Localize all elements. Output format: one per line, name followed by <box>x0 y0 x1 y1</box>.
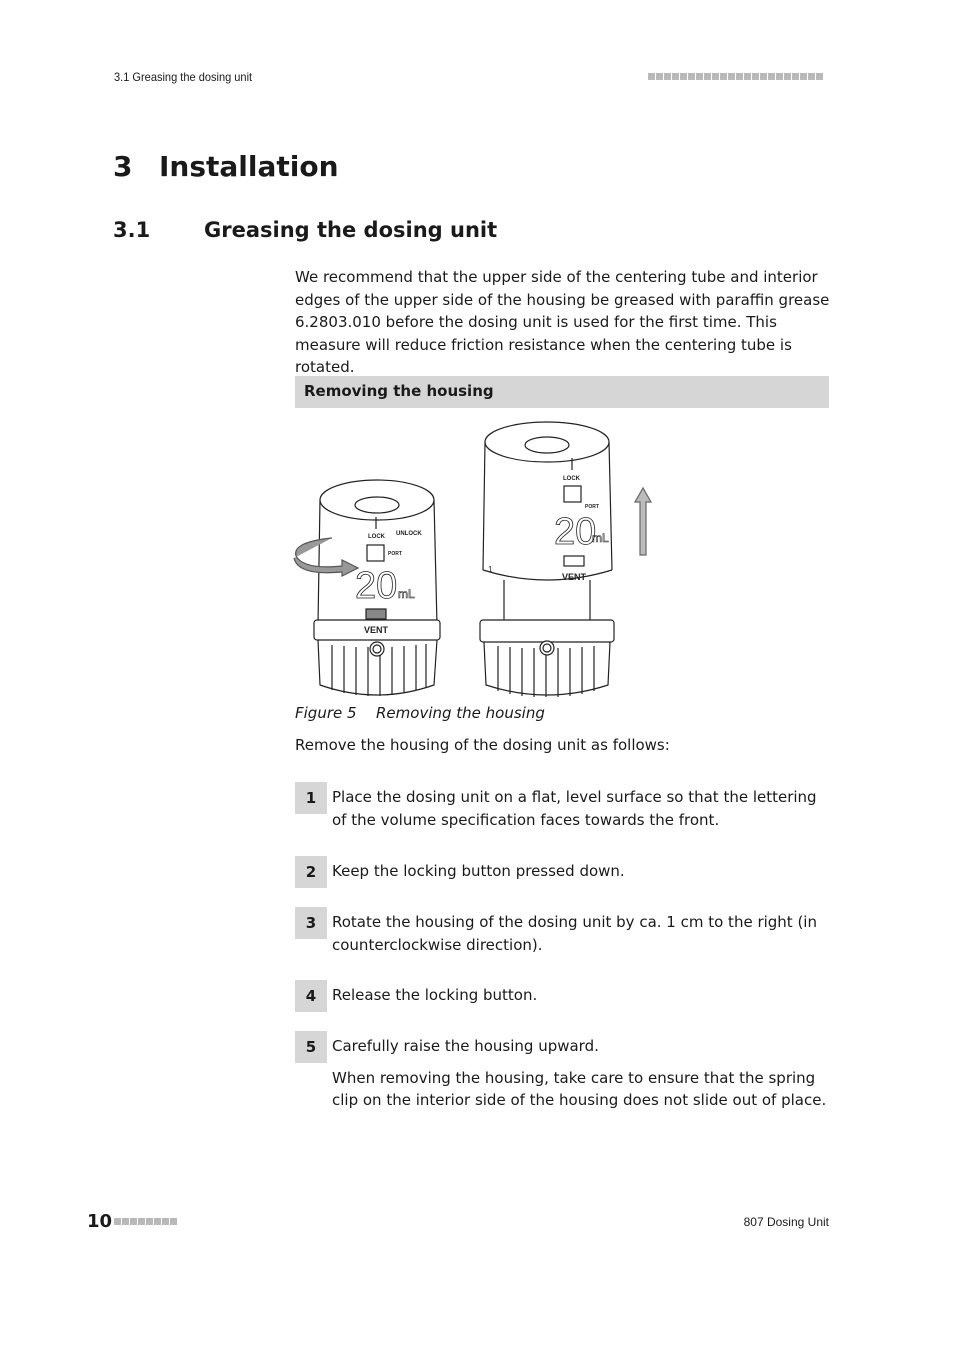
svg-text:VENT: VENT <box>562 572 587 582</box>
figure-caption <box>295 704 545 722</box>
step-content <box>332 1031 832 1112</box>
step-number-badge: 5 <box>295 1031 327 1063</box>
subheading-text: Removing the housing <box>304 382 494 400</box>
step-text: Place the dosing unit on a flat, level surface so that the lettering of the volume specification faces towards the front. <box>332 788 817 829</box>
decor-square <box>648 73 655 80</box>
svg-text:1: 1 <box>488 565 493 574</box>
decor-square <box>154 1218 161 1225</box>
step-number-badge: 4 <box>295 980 327 1012</box>
decor-square <box>704 73 711 80</box>
footer-decor-squares <box>114 1218 177 1225</box>
procedure-step <box>295 1031 835 1112</box>
svg-text:20: 20 <box>355 565 398 607</box>
decor-square <box>736 73 743 80</box>
svg-text:LOCK: LOCK <box>563 476 580 482</box>
figure-number: Figure 5 <box>295 704 357 722</box>
subheading-bar <box>295 376 829 408</box>
step-number-badge: 1 <box>295 782 327 814</box>
svg-text:PORT: PORT <box>388 551 402 557</box>
step-text: Carefully raise the housing upward. <box>332 1037 599 1055</box>
decor-square <box>752 73 759 80</box>
figure-removing-housing <box>292 420 672 705</box>
svg-text:UNLOCK: UNLOCK <box>396 531 422 537</box>
running-header-title: 3.1 Greasing the dosing unit <box>114 70 253 84</box>
decor-square <box>792 73 799 80</box>
decor-square <box>170 1218 177 1225</box>
svg-text:VENT: VENT <box>364 625 389 635</box>
chapter-title-text: Installation <box>159 150 339 183</box>
chapter-title <box>113 150 339 183</box>
svg-text:LOCK: LOCK <box>368 534 385 540</box>
procedure-lead: Remove the housing of the dosing unit as follows: <box>295 736 670 754</box>
step-text: Keep the locking button pressed down. <box>332 862 625 880</box>
svg-text:PORT: PORT <box>585 504 599 510</box>
section-number: 3.1 <box>113 218 151 242</box>
chapter-number: 3 <box>113 150 133 183</box>
decor-square <box>784 73 791 80</box>
decor-square <box>720 73 727 80</box>
decor-square <box>656 73 663 80</box>
decor-square <box>114 1218 121 1225</box>
header-decor-squares <box>648 73 823 80</box>
intro-paragraph: We recommend that the upper side of the centering tube and interior edges of the upper side of the housing be greased with paraffin grease 6.2803.010 before the dosing unit is used for the first time. This measure will reduce friction resistance when the centering tube is rotated. <box>295 268 830 376</box>
step-text: Release the locking button. <box>332 986 538 1004</box>
decor-square <box>162 1218 169 1225</box>
section-title <box>113 218 497 242</box>
decor-square <box>664 73 671 80</box>
procedure-step <box>295 782 835 831</box>
decor-square <box>728 73 735 80</box>
svg-text:20: 20 <box>554 511 597 553</box>
decor-square <box>712 73 719 80</box>
page-number: 10 <box>87 1211 113 1232</box>
decor-square <box>122 1218 129 1225</box>
decor-square <box>688 73 695 80</box>
decor-square <box>776 73 783 80</box>
decor-square <box>816 73 823 80</box>
decor-square <box>744 73 751 80</box>
decor-square <box>696 73 703 80</box>
decor-square <box>768 73 775 80</box>
dosing-unit-illustration <box>292 420 672 705</box>
step-note: When removing the housing, take care to ensure that the spring clip on the interior side of the housing does not slide out of place. <box>332 1068 827 1109</box>
decor-square <box>146 1218 153 1225</box>
svg-text:mL: mL <box>592 531 609 545</box>
decor-square <box>130 1218 137 1225</box>
section-title-text: Greasing the dosing unit <box>204 218 498 242</box>
decor-square <box>138 1218 145 1225</box>
figure-caption-text: Removing the housing <box>376 704 545 722</box>
decor-square <box>672 73 679 80</box>
step-number-badge: 2 <box>295 856 327 888</box>
svg-text:mL: mL <box>398 587 415 601</box>
procedure-step <box>295 907 835 956</box>
procedure-step <box>295 980 835 1012</box>
step-number-badge: 3 <box>295 907 327 939</box>
decor-square <box>800 73 807 80</box>
document-title: 807 Dosing Unit <box>743 1215 829 1229</box>
decor-square <box>680 73 687 80</box>
decor-square <box>760 73 767 80</box>
step-text: Rotate the housing of the dosing unit by ca. 1 cm to the right (in counterclockwise direction). <box>332 913 817 954</box>
procedure-step <box>295 856 835 888</box>
decor-square <box>808 73 815 80</box>
